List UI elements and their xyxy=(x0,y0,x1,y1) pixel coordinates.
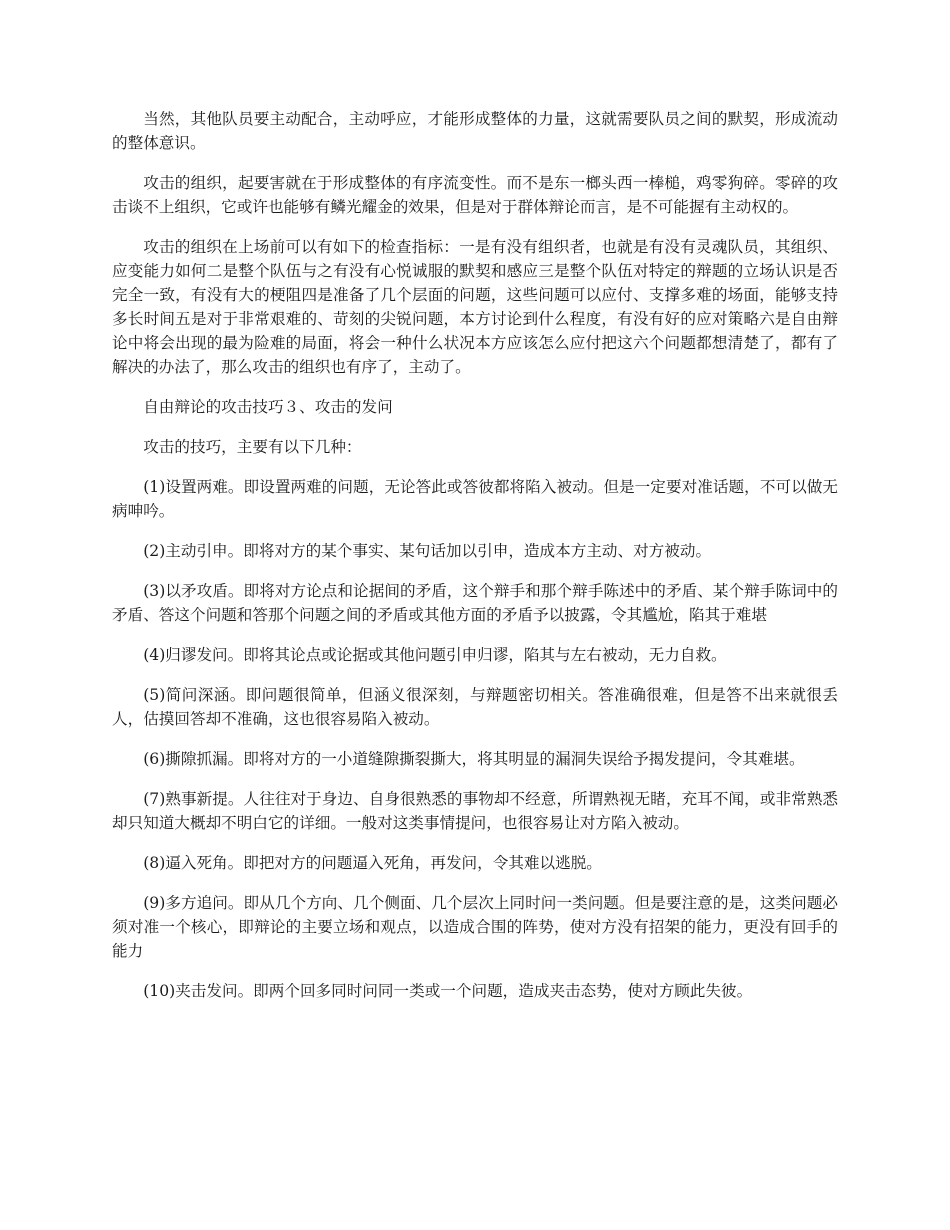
list-item-technique-9: (9)多方追问。即从几个方向、几个侧面、几个层次上同时问一类问题。但是要注意的是，这类问题必须对准一个核心，即辩论的主要立场和观点，以造成合围的阵势，使对方没有招架的能力，更没有回手的能力 xyxy=(112,894,838,960)
paragraph-checklist: 攻击的组织在上场前可以有如下的检查指标：一是有没有组织者，也就是有没有灵魂队员，其组织、应变能力如何二是整个队伍与之有没有心悦诚服的默契和感应三是整个队伍对特定的辩题的立场认识是否完全一致，有没有大的梗阻四是准备了几个层面的问题，这些问题可以应付、支撑多难的场面，能够支持多长时间五是对于非常艰难的、苛刻的尖锐问题，本方讨论到什么程度，有没有好的应对策略六是自由辩论中将会出现的最为险难的局面，将会一种什么状况本方应该怎么应付把这六个问题都想清楚了，都有了解决的办法了，那么攻击的组织也有序了，主动了。 xyxy=(112,238,838,376)
list-item-technique-6: (6)撕隙抓漏。即将对方的一小道缝隙撕裂撕大，将其明显的漏洞失误给予揭发提问，令其难堪。 xyxy=(143,750,805,768)
paragraph-intro-cooperation: 当然，其他队员要主动配合，主动呼应，才能形成整体的力量，这就需要队员之间的默契，形成流动的整体意识。 xyxy=(112,110,838,152)
list-item-technique-7: (7)熟事新提。人往往对于身边、自身很熟悉的事物却不经意，所谓熟视无睹，充耳不闻，或非常熟悉却只知道大概却不明白它的详细。一般对这类事情提问，也很容易让对方陷入被动。 xyxy=(112,790,838,832)
list-item-technique-3: (3)以矛攻盾。即将对方论点和论据间的矛盾，这个辩手和那个辩手陈述中的矛盾、某个辩手陈词中的矛盾、答这个问题和答那个问题之间的矛盾或其他方面的矛盾予以披露，令其尴尬，陷其于难堪 xyxy=(112,582,838,624)
list-item-technique-4: (4)归谬发问。即将其论点或论据或其他问题引申归谬，陷其与左右被动，无力自救。 xyxy=(143,646,727,664)
list-item-technique-2: (2)主动引申。即将对方的某个事实、某句话加以引申，造成本方主动、对方被动。 xyxy=(143,542,712,560)
list-item-technique-1: (1)设置两难。即设置两难的问题，无论答此或答彼都将陷入被动。但是一定要对准话题，不可以做无病呻吟。 xyxy=(112,478,838,520)
paragraph-techniques-intro: 攻击的技巧，主要有以下几种： xyxy=(143,438,362,456)
list-item-technique-10: (10)夹击发问。即两个回多同时问同一类或一个问题，造成夹击态势，使对方顾此失彼。 xyxy=(143,982,753,1000)
list-item-technique-8: (8)逼入死角。即把对方的问题逼入死角，再发问，令其难以逃脱。 xyxy=(143,854,602,872)
paragraph-attack-organization: 攻击的组织，起要害就在于形成整体的有序流变性。而不是东一榔头西一棒槌，鸡零狗碎。零碎的攻击谈不上组织，它或许也能够有鳞光耀金的效果，但是对于群体辩论而言，是不可能握有主动权的。 xyxy=(112,174,838,216)
list-item-technique-5: (5)简问深涵。即问题很简单，但涵义很深刻，与辩题密切相关。答准确很难，但是答不出来就很丢人，估摸回答却不准确，这也很容易陷入被动。 xyxy=(112,686,838,728)
section-heading-attack-questioning: 自由辩论的攻击技巧３、攻击的发问 xyxy=(143,398,393,416)
